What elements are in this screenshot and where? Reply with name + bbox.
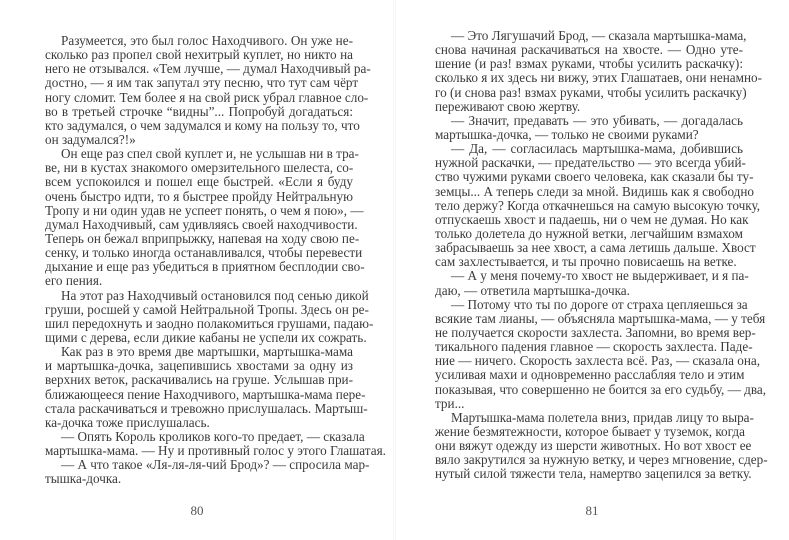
paragraph <box>45 457 370 487</box>
paragraph <box>45 428 386 459</box>
text-line: — А что такое «Ля-ля-ля-чий Брод»? — спросила мар- <box>61 457 370 473</box>
text-line: — Да, — согласилась мартышка-мама, добившись <box>451 141 743 157</box>
text-line: он задумался?!» <box>45 131 136 147</box>
text-line: нужной раскачки, — предательство — это всегда убий- <box>435 155 746 171</box>
text-line: ближающееся пение Находчивого, мартышка-мама пере- <box>45 386 366 402</box>
text-line: дыхание и еще раз убедиться в приятном бесплодии сво- <box>45 259 365 275</box>
text-line: мартышка-дочка, — только не своими руками? <box>435 126 699 142</box>
text-line: шил передохнуть и заодно полакомиться грушами, падаю- <box>45 315 374 331</box>
text-line: ве, ни в кустах знакомого омерзительного шелеста, со- <box>45 160 354 176</box>
page-number: 80 <box>190 503 204 518</box>
text-line: сколько я их здесь ни вижу, этих Глашатаев, они ненамно- <box>435 70 763 86</box>
text-line: — Опять Король кроликов кого-то предает, — сказала <box>61 428 365 444</box>
text-line: даю, — ответила мартышка-дочка. <box>435 282 630 298</box>
text-line: снова начиная раскачиваться на хвосте. — Одно уте- <box>435 42 743 58</box>
text-line: — Потому что ты по дороге от страха цепляешься за <box>451 296 748 312</box>
text-line: жение безмятежности, которое бывает у туземок, когда <box>435 423 745 439</box>
text-line: ние — ничего. Скорость захлеста всё. Раз, — сказала она, <box>435 353 761 369</box>
paragraph <box>435 114 743 142</box>
page-number: 81 <box>585 503 599 518</box>
text-line: Разумеется, это был голос Находчивого. Он уже не- <box>61 33 353 48</box>
text-line: достно, — я им так запутал эту песню, что тут сам чёрт <box>45 75 359 91</box>
paragraph <box>435 268 749 298</box>
text-line: — Значит, предавать — это убивать, — догадалась <box>451 112 743 128</box>
page-text <box>45 33 386 487</box>
text-line: го (и снова раз! взмах руками, чтобы усилить раскачку) <box>435 84 747 100</box>
text-line: думал Находчивый, сам удивляясь своей находчивости. <box>45 216 358 232</box>
text-line: нутый силой тяжести тела, намертво зацепился за ветку. <box>435 466 752 482</box>
text-line: тикального падения главное — скорость захлеста. Паде- <box>435 339 753 355</box>
text-line: только долетела до нужной ветки, легчайшим взмахом <box>435 225 743 241</box>
text-line: ногу сломит. Тем более я на свой риск убрал главное сло- <box>45 89 369 105</box>
text-line: усиливая махи и одновременно расслабляя тело и этим <box>435 367 745 383</box>
text-line: Тропу и ни один удав не успеет понять, о чем я пою», — <box>45 202 364 218</box>
text-line: сенку, и только иногда останавливался, чтобы перевести <box>45 245 363 261</box>
text-line: во в третьей строчке “видны”... Попробуй догадаться: <box>45 103 353 119</box>
text-line: груши, росшей у самой Нейтральной Тропы. Здесь он ре- <box>45 301 369 317</box>
text-line: забрасываешь за нее хвост, а сама летишь дальше. Хвост <box>435 240 756 256</box>
text-line: мартышка-мама. — Ну и противный голос у этого Глашатая. <box>45 443 386 459</box>
paragraph <box>45 33 371 147</box>
text-line: Мартышка-мама полетела вниз, придав лицу то выра- <box>451 409 754 425</box>
text-line: шение (и раз! взмах руками, чтобы усилить раскачку): <box>435 56 743 72</box>
text-line: кто задумался, о чем задумался и кому на пользу то, что <box>45 117 360 133</box>
paragraph <box>435 28 763 114</box>
text-line: На этот раз Находчивый остановился под сенью дикой <box>61 287 369 303</box>
text-line: показывая, что совершенно не боится за его судьбу, — два, <box>435 381 767 397</box>
text-line: ство чужими руками своего человека, как сказали бы ту- <box>435 169 754 185</box>
text-line: сам захлестывается, и ты прочно повисаешь на ветке. <box>435 254 737 270</box>
text-line: тело держу? Когда откачнешься на самую высокую точку, <box>435 197 761 213</box>
text-line: — Это Лягушачий Брод, — сказала мартышка-мама, <box>451 28 747 43</box>
right-page <box>395 0 789 540</box>
paragraph <box>435 141 761 270</box>
text-line: стала раскачиваться и тревожно прислушалась. Мартыш- <box>45 400 368 416</box>
text-line: и мартышка-дочка, зацепившись хвостами за одну из <box>45 358 353 374</box>
text-line: вяло закрутился за нужную ветку, и через мгновение, сдер- <box>435 452 768 468</box>
text-line: сколько раз пропел свой нехитрый куплет, но никто на <box>45 47 353 63</box>
text-line: — А у меня почему-то хвост не выдерживает, и я па- <box>451 268 749 284</box>
text-line: не получается скорости захлеста. Запомни, во время вер- <box>435 324 756 340</box>
text-line: Он еще раз спел свой куплет и, не услышав ни в тра- <box>61 146 359 162</box>
text-line: земцы... А теперь следи за мной. Видишь как я свободно <box>435 183 755 199</box>
text-line: верхних веток, раскачивались на груше. Услышав при- <box>45 372 353 388</box>
text-line: Теперь он бежал вприпрыжку, напевая на ходу свою пе- <box>45 230 360 246</box>
left-page <box>0 0 394 540</box>
text-line: очень быстро идти, то я быстрее пройду Нейтральную <box>45 188 353 204</box>
text-line: Как раз в это время две мартышки, мартышка-мама <box>61 344 353 360</box>
text-line: него не отзывался. «Тем лучше, — думал Находчивый ра- <box>45 61 371 77</box>
paragraph <box>435 296 767 411</box>
text-line: всем успокоился и пошел еще быстрей. «Если я буду <box>45 174 353 190</box>
text-line: его пения. <box>45 273 103 289</box>
paragraph <box>45 287 374 346</box>
text-line: ка-дочка тоже прислушалась. <box>45 414 210 430</box>
text-line: тышка-дочка. <box>45 471 122 487</box>
text-line: три... <box>435 395 465 411</box>
text-line: переживают свою жертву. <box>435 98 581 114</box>
text-line: отпускаешь хвост и падаешь, ни о чем не думая. Но как <box>435 211 749 227</box>
paragraph <box>45 344 368 430</box>
page-text <box>435 28 768 482</box>
text-line: они вяжут одежду из шерсти животных. Но вот хвост ее <box>435 438 752 454</box>
text-line: щими с дерева, если дикие кабаны не успели их сожрать. <box>45 329 367 345</box>
paragraph <box>435 409 768 482</box>
paragraph <box>45 146 365 289</box>
text-line: всякие там лианы, — объясняла мартышка-мама, — у тебя <box>435 310 766 326</box>
